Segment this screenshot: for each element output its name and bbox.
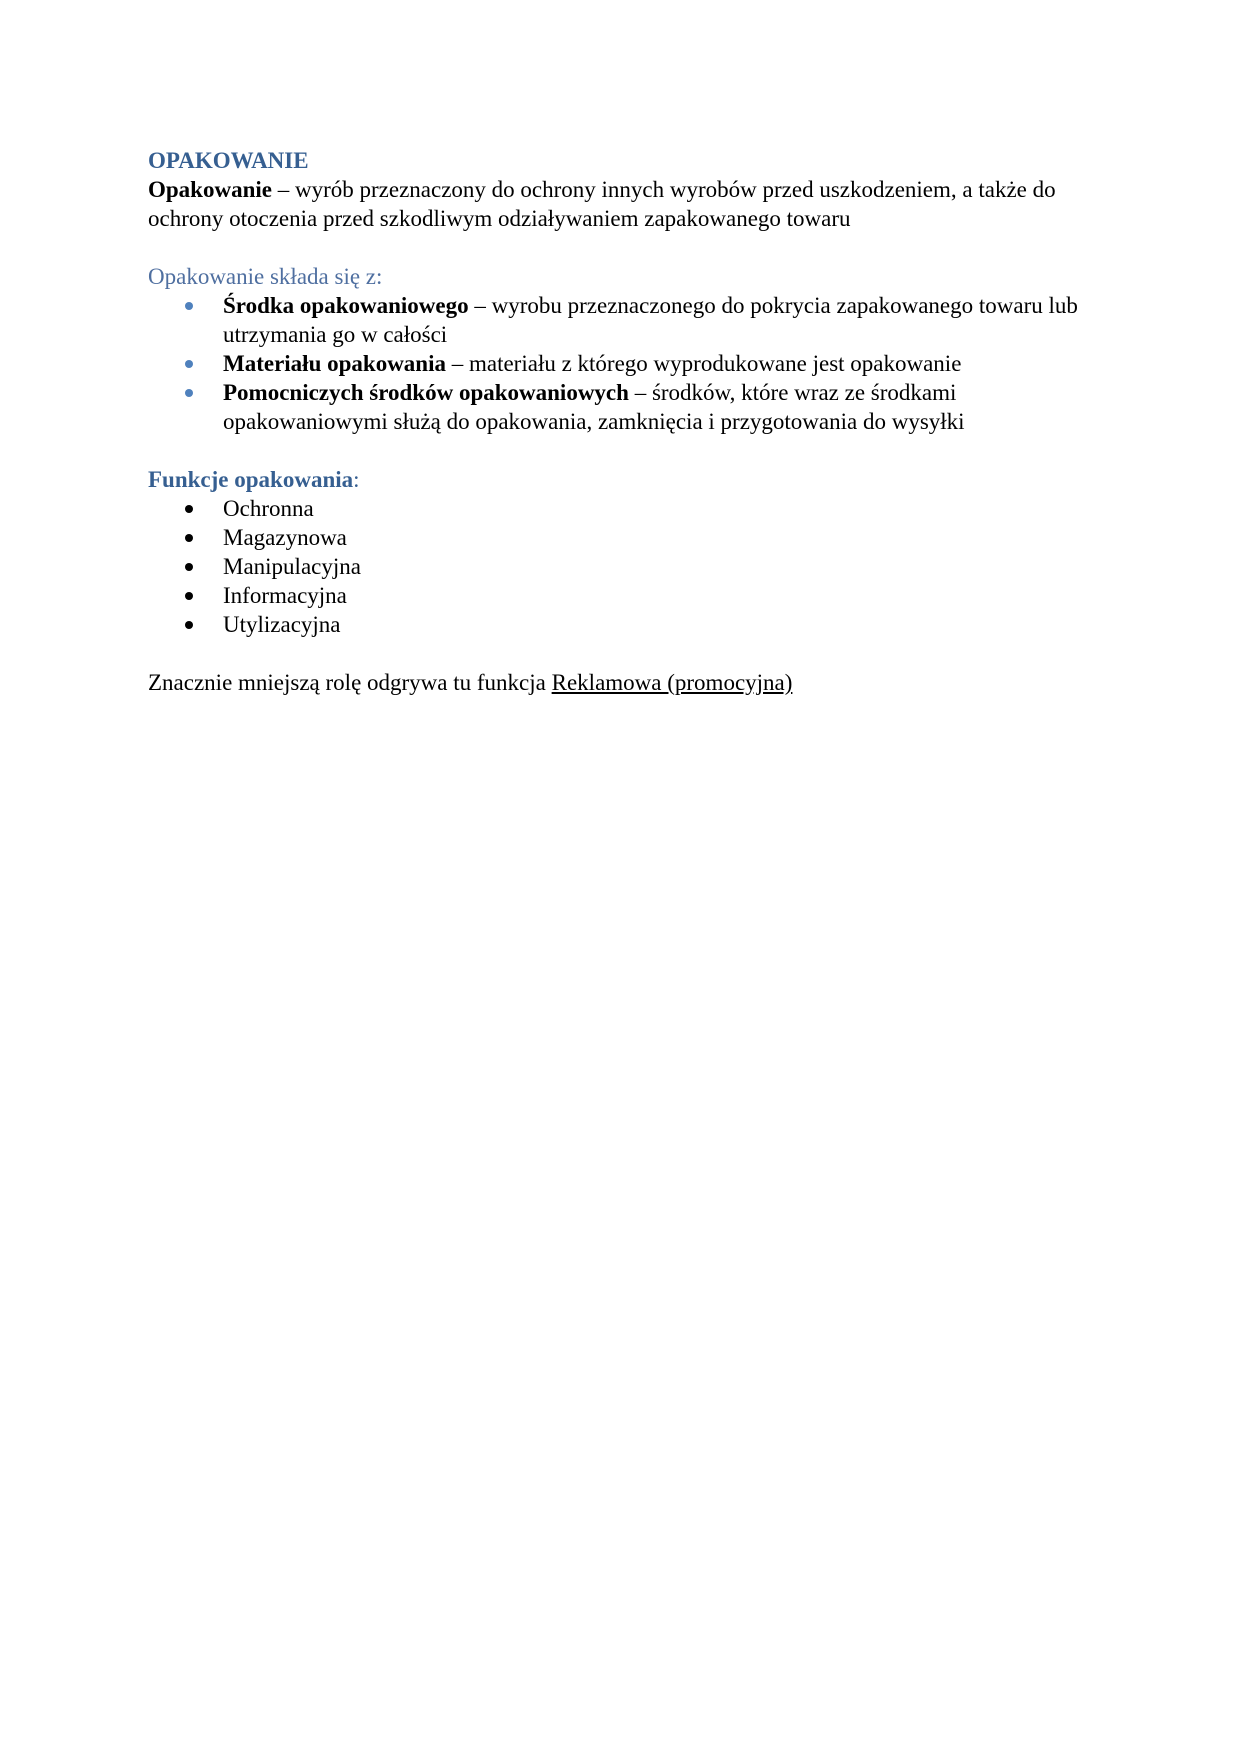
functions-list: [148, 494, 1088, 639]
document-body: [148, 146, 1088, 697]
component-term: Środka opakowaniowego: [223, 293, 469, 318]
closing-text: Znacznie mniejszą rolę odgrywa tu funkcja: [148, 670, 552, 695]
functions-heading: [148, 465, 1088, 494]
definition-text: – wyrób przeznaczony do ochrony innych wyrobów przed uszkodzeniem, a także do ochrony otoczenia przed szkodliwym odziaływaniem zapakowanego towaru: [148, 177, 1056, 231]
component-text: – materiału z którego wyprodukowane jest opakowanie: [445, 351, 962, 376]
component-text: – środków, które wraz ze środkami opakowaniowymi służą do opakowania, zamknięcia i przygotowania do wysyłki: [223, 380, 965, 434]
closing-paragraph: [148, 668, 1088, 697]
list-item: Informacyjna: [148, 581, 1088, 610]
component-term: Materiału opakowania: [223, 351, 446, 376]
components-list: [148, 291, 1088, 436]
spacer: [148, 639, 1088, 668]
list-item: [148, 378, 1088, 436]
spacer: [148, 233, 1088, 262]
list-item: [148, 349, 1088, 378]
spacer: [148, 436, 1088, 465]
list-item: Magazynowa: [148, 523, 1088, 552]
closing-underlined-text: Reklamowa (promocyjna): [551, 670, 793, 695]
component-term: Pomocniczych środków opakowaniowych: [223, 380, 629, 405]
components-heading: Opakowanie składa się z:: [148, 264, 383, 289]
definition-paragraph: [148, 175, 1088, 233]
list-item: Utylizacyjna: [148, 610, 1088, 639]
list-item: Manipulacyjna: [148, 552, 1088, 581]
definition-term: Opakowanie: [148, 177, 272, 202]
list-item: Ochronna: [148, 494, 1088, 523]
component-text: – wyrobu przeznaczonego do pokrycia zapakowanego towaru lub utrzymania go w całości: [223, 293, 1078, 347]
functions-heading-colon: :: [353, 467, 360, 492]
document-title: OPAKOWANIE: [148, 148, 309, 173]
list-item: [148, 291, 1088, 349]
functions-heading-text: Funkcje opakowania: [148, 467, 354, 492]
